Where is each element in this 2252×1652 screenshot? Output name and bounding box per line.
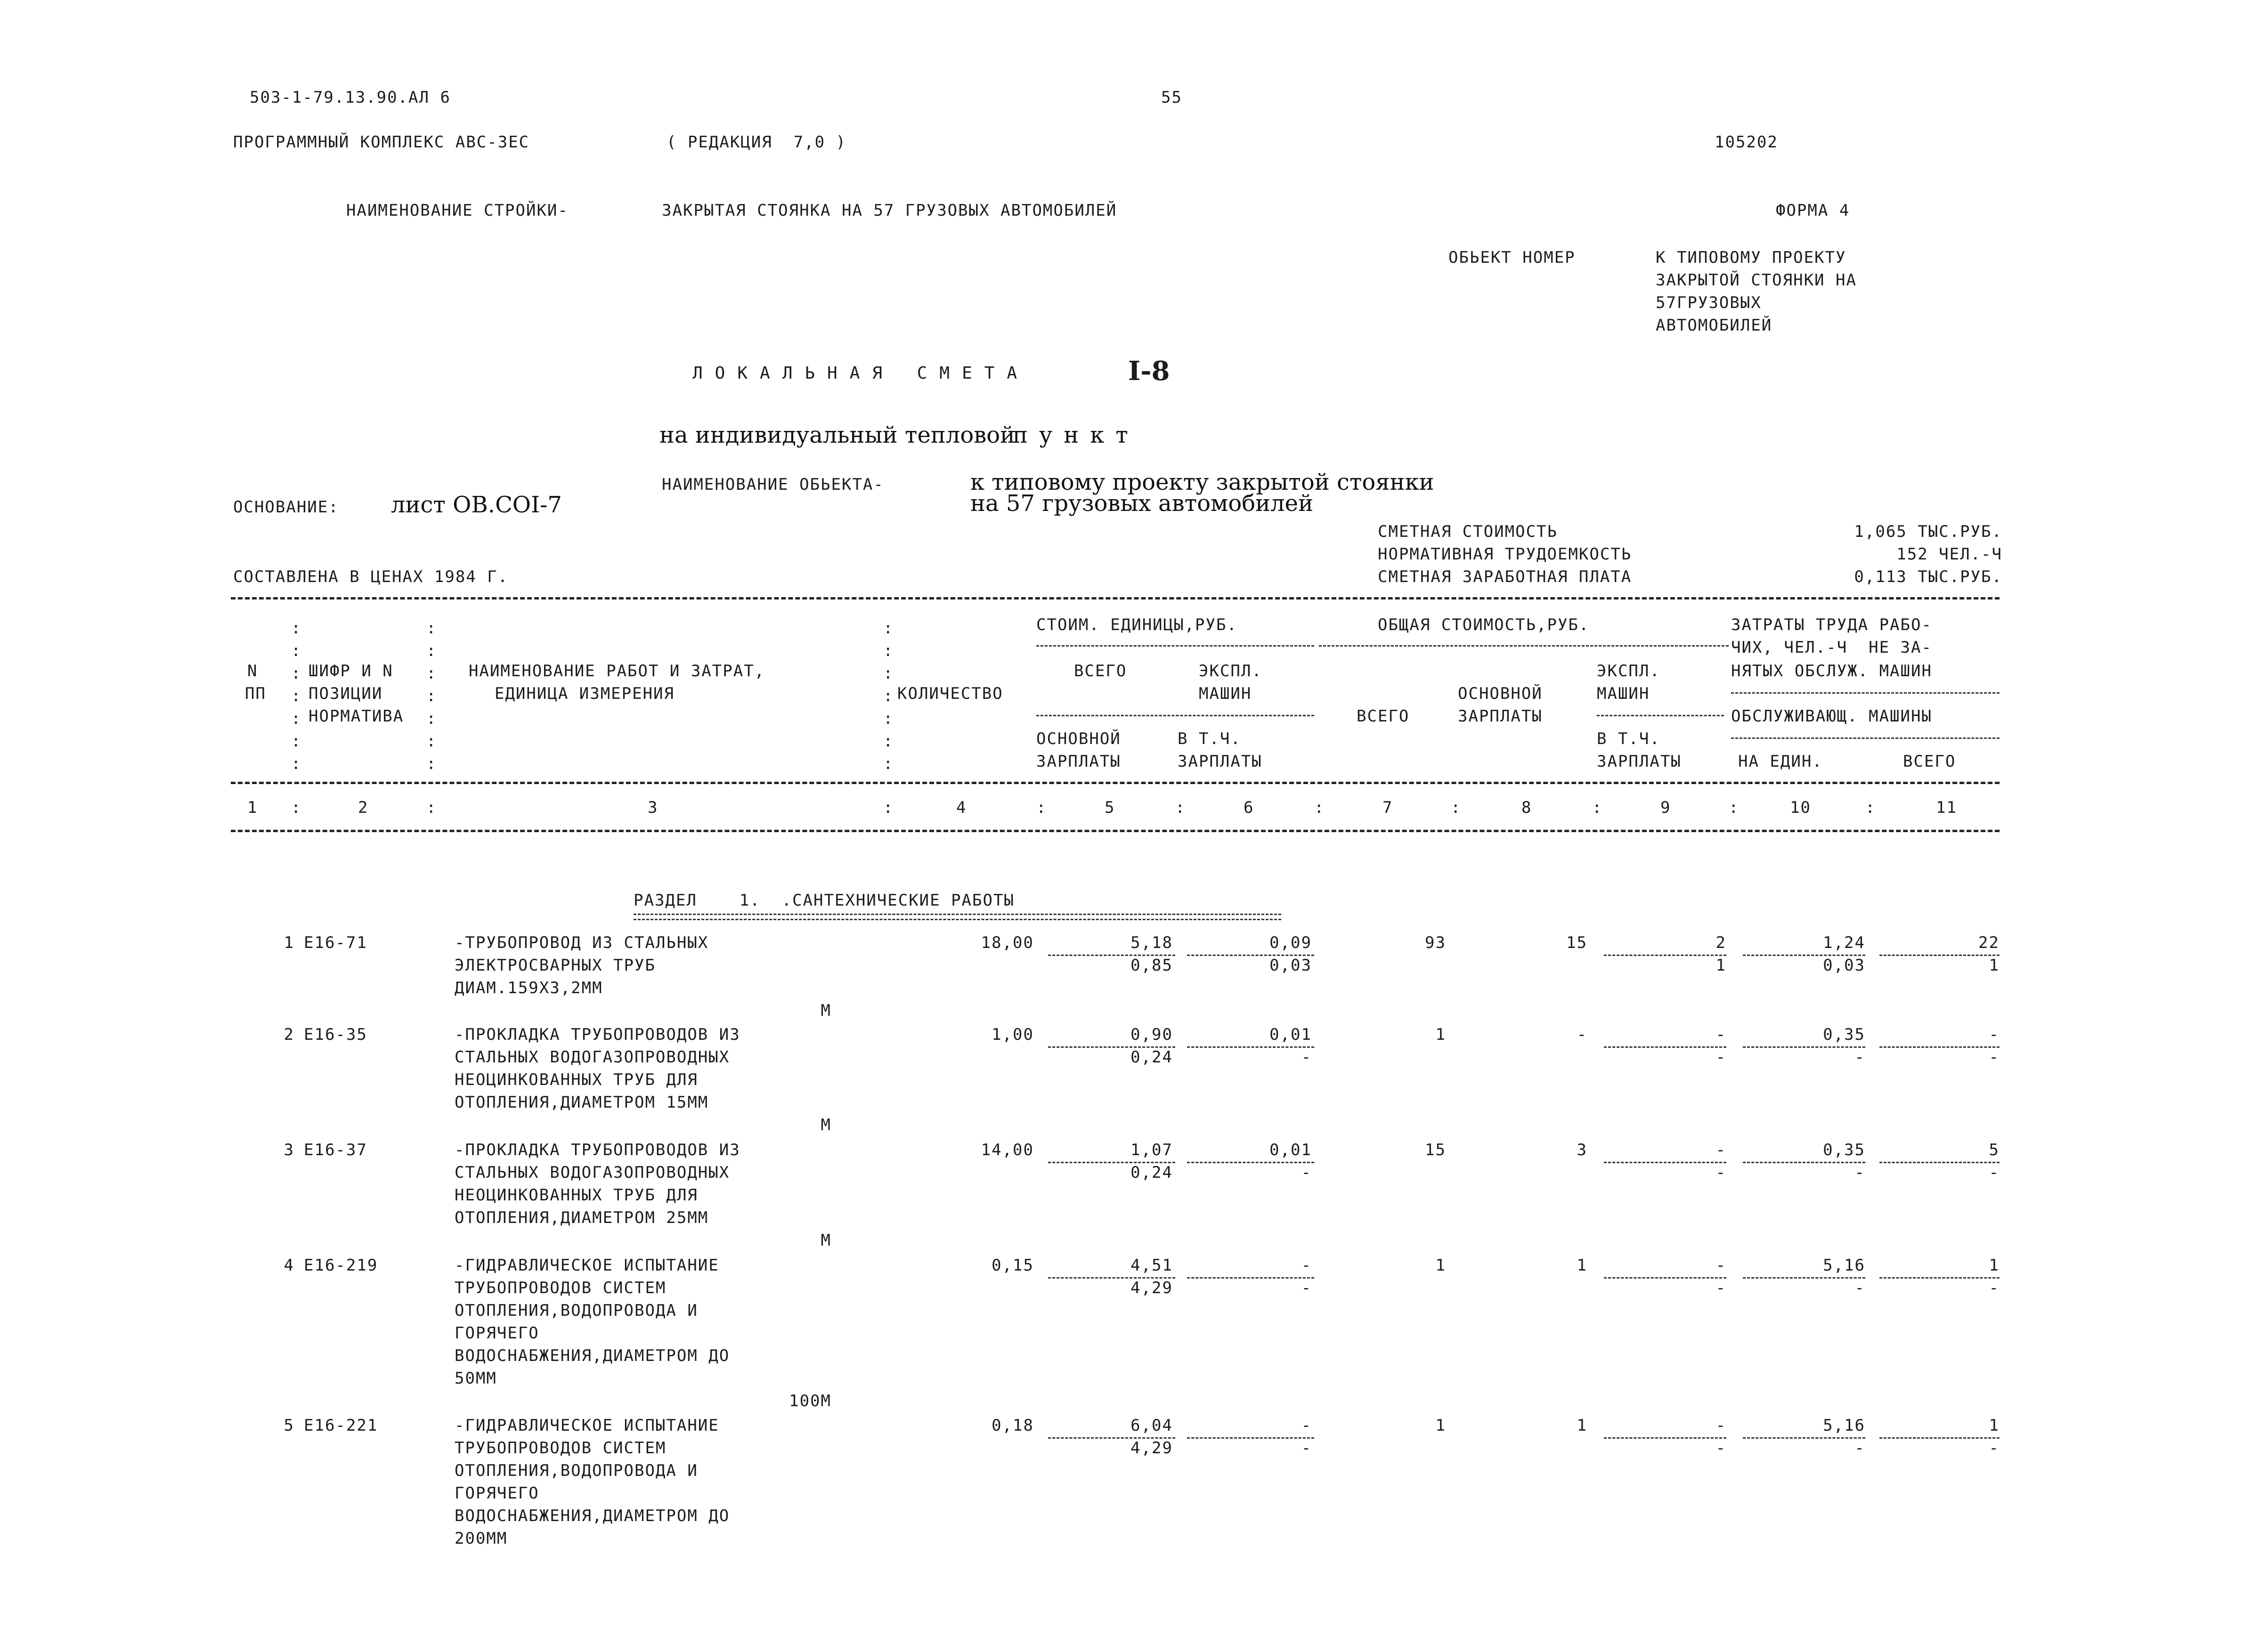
hdr-rule-labor-2 — [1731, 737, 2000, 739]
program-edition: ( РЕДАКЦИЯ 7,0 ) — [667, 133, 846, 152]
row-c9: - — [1715, 1416, 1726, 1435]
row-c8: 15 — [1566, 933, 1587, 952]
row-unit: М — [821, 1001, 831, 1020]
object-number-label: ОБЬЕКТ НОМЕР — [1448, 248, 1576, 267]
hdr-c10: НА ЕДИН. — [1738, 752, 1823, 771]
hdr-c1-b: ПП — [245, 684, 266, 703]
col-num-5: 5 — [1105, 798, 1115, 817]
row-code: Е16-221 — [304, 1416, 378, 1435]
row-rule-c11 — [1879, 1277, 2000, 1279]
row-qty: 18,00 — [981, 933, 1034, 952]
col-num-sep: : — [1036, 798, 1047, 817]
row-c8: 1 — [1577, 1416, 1587, 1435]
col-num-1: 1 — [247, 798, 258, 817]
col-num-9: 9 — [1660, 798, 1671, 817]
row-rule-c6 — [1187, 1162, 1314, 1163]
row-rule-c10 — [1743, 1046, 1865, 1048]
row-rule-c9 — [1604, 1277, 1726, 1279]
summary-label-wage: СМЕТНАЯ ЗАРАБОТНАЯ ПЛАТА — [1378, 567, 1632, 586]
row-c8: 1 — [1577, 1256, 1587, 1275]
row-rule-c5 — [1048, 955, 1175, 956]
row-c10: 0,35 — [1823, 1141, 1865, 1159]
row-c9-wage: - — [1715, 1279, 1726, 1297]
row-c10-wage: - — [1854, 1163, 1865, 1182]
col-num-7: 7 — [1382, 798, 1393, 817]
row-c9-wage: - — [1715, 1048, 1726, 1067]
row-code: Е16-37 — [304, 1141, 367, 1159]
row-c5: 0,90 — [1130, 1025, 1173, 1044]
row-c5: 5,18 — [1130, 933, 1173, 952]
row-name-line: ОТОПЛЕНИЯ,ДИАМЕТРОМ 25ММ — [455, 1208, 709, 1227]
row-c10: 5,16 — [1823, 1256, 1865, 1275]
hdr-c2-c: НОРМАТИВА — [309, 707, 404, 726]
hdr-c6-d: ЗАРПЛАТЫ — [1178, 752, 1262, 771]
row-c9: 2 — [1715, 933, 1726, 952]
summary-label-cost: СМЕТНАЯ СТОИМОСТЬ — [1378, 522, 1558, 541]
row-name-line: ДИАМ.159Х3,2ММ — [455, 979, 603, 997]
hdr-labor-a: ЗАТРАТЫ ТРУДА РАБО- — [1731, 615, 1932, 634]
row-c11: 1 — [1989, 1256, 2000, 1275]
form-label: ФОРМА 4 — [1776, 201, 1850, 220]
prices-line: СОСТАВЛЕНА В ЦЕНАХ 1984 Г. — [233, 567, 509, 586]
row-c5: 6,04 — [1130, 1416, 1173, 1435]
row-rule-c10 — [1743, 1437, 1865, 1439]
row-c9: - — [1715, 1025, 1726, 1044]
row-c6-wage: - — [1301, 1163, 1312, 1182]
row-c5: 1,07 — [1130, 1141, 1173, 1159]
table-numbers-rule — [231, 830, 2000, 832]
row-name-line: 200ММ — [455, 1529, 508, 1548]
hdr-c9-d: ЗАРПЛАТЫ — [1597, 752, 1682, 771]
row-rule-c5 — [1048, 1437, 1175, 1439]
row-c5-wage: 4,29 — [1130, 1439, 1173, 1458]
row-code: Е16-219 — [304, 1256, 378, 1275]
hdr-c3-b: ЕДИНИЦА ИЗМЕРЕНИЯ — [495, 684, 675, 703]
estimate-number: I-8 — [1128, 356, 1170, 387]
row-c11: 22 — [1978, 933, 2000, 952]
row-number: 3 — [284, 1141, 294, 1159]
document-id: 105202 — [1715, 133, 1778, 152]
basis-value: лист ОВ.СОI-7 — [391, 492, 562, 518]
row-name-line: ТРУБОПРОВОДОВ СИСТЕМ — [455, 1279, 667, 1297]
row-c10-wage: 0,03 — [1823, 956, 1865, 975]
hdr-c5-b: ОСНОВНОЙ — [1036, 729, 1121, 748]
row-rule-c5 — [1048, 1162, 1175, 1163]
summary-value-wage: 0,113 ТЫС.РУБ. — [1854, 567, 2002, 586]
summary-value-labor: 152 ЧЕЛ.-Ч — [1896, 545, 2002, 564]
row-number: 2 — [284, 1025, 294, 1044]
row-c11-wage: 1 — [1989, 956, 2000, 975]
row-c6: - — [1301, 1416, 1312, 1435]
row-rule-c9 — [1604, 1162, 1726, 1163]
col-num-sep: : — [1314, 798, 1325, 817]
object-number-line-2: ЗАКРЫТОЙ СТОЯНКИ НА — [1656, 271, 1857, 290]
row-name-line: ВОДОСНАБЖЕНИЯ,ДИАМЕТРОМ ДО — [455, 1506, 730, 1525]
row-c6: 0,01 — [1269, 1141, 1312, 1159]
row-number: 1 — [284, 933, 294, 952]
object-number-line-1: К ТИПОВОМУ ПРОЕКТУ — [1656, 248, 1846, 267]
row-c11-wage: - — [1989, 1163, 2000, 1182]
col-num-10: 10 — [1790, 798, 1811, 817]
hdr-c4: КОЛИЧЕСТВО — [897, 684, 1003, 703]
row-name-line: -ПРОКЛАДКА ТРУБОПРОВОДОВ ИЗ — [455, 1141, 740, 1159]
hdr-c3-a: НАИМЕНОВАНИЕ РАБОТ И ЗАТРАТ, — [469, 662, 765, 680]
hdr-rule-c9 — [1597, 715, 1724, 716]
hdr-c5-c: ЗАРПЛАТЫ — [1036, 752, 1121, 771]
col-num-3: 3 — [648, 798, 659, 817]
row-c10: 0,35 — [1823, 1025, 1865, 1044]
hdr-rule-labor — [1731, 692, 2000, 694]
summary-label-labor: НОРМАТИВНАЯ ТРУДОЕМКОСТЬ — [1378, 545, 1632, 564]
hdr-labor-b: ЧИХ, ЧЕЛ.-Ч НЕ ЗА- — [1731, 638, 1932, 657]
estimate-subtitle: на индивидуальный тепловой — [659, 422, 1016, 448]
table-header-rule — [231, 782, 2000, 784]
row-name-line: ГОРЯЧЕГО — [455, 1324, 539, 1343]
col-num-sep: : — [1865, 798, 1876, 817]
row-c8: - — [1577, 1025, 1587, 1044]
row-name-line: ОТОПЛЕНИЯ,ВОДОПРОВОДА И — [455, 1301, 698, 1320]
row-rule-c6 — [1187, 1277, 1314, 1279]
hdr-c8-b: ЗАРПЛАТЫ — [1458, 707, 1543, 726]
row-c5-wage: 4,29 — [1130, 1279, 1173, 1297]
hdr-c5-a: ВСЕГО — [1074, 662, 1127, 680]
row-c7: 93 — [1425, 933, 1446, 952]
row-name-line: СТАЛЬНЫХ ВОДОГАЗОПРОВОДНЫХ — [455, 1048, 730, 1067]
summary-value-cost: 1,065 ТЫС.РУБ. — [1854, 522, 2002, 541]
row-c7: 15 — [1425, 1141, 1446, 1159]
hdr-c7: ВСЕГО — [1357, 707, 1410, 726]
doc-code: 503-1-79.13.90.АЛ 6 — [250, 88, 451, 107]
row-c9-wage: 1 — [1715, 956, 1726, 975]
row-c5-wage: 0,24 — [1130, 1048, 1173, 1067]
col-num-2: 2 — [358, 798, 369, 817]
row-c11-wage: - — [1989, 1048, 2000, 1067]
row-c7: 1 — [1435, 1256, 1446, 1275]
estimate-title: ЛОКАЛЬНАЯ СМЕТА — [692, 364, 1030, 383]
hdr-labor-sub: ОБСЛУЖИВАЮЩ. МАШИНЫ — [1731, 707, 1932, 726]
section-underline — [634, 914, 1281, 920]
row-unit: М — [821, 1231, 831, 1250]
row-rule-c9 — [1604, 955, 1726, 956]
row-c10: 1,24 — [1823, 933, 1865, 952]
row-code: Е16-35 — [304, 1025, 367, 1044]
hdr-c6-c: В Т.Ч. — [1178, 729, 1241, 748]
row-name-line: ОТОПЛЕНИЯ,ДИАМЕТРОМ 15ММ — [455, 1093, 709, 1112]
row-rule-c9 — [1604, 1046, 1726, 1048]
hdr-c2-a: ШИФР И N — [309, 662, 393, 680]
row-c7: 1 — [1435, 1025, 1446, 1044]
row-name-line: СТАЛЬНЫХ ВОДОГАЗОПРОВОДНЫХ — [455, 1163, 730, 1182]
row-qty: 14,00 — [981, 1141, 1034, 1159]
col-num-sep: : — [1175, 798, 1186, 817]
row-c7: 1 — [1435, 1416, 1446, 1435]
row-c9: - — [1715, 1141, 1726, 1159]
hdr-rule-unit — [1036, 645, 1314, 647]
row-rule-c5 — [1048, 1277, 1175, 1279]
row-rule-c6 — [1187, 955, 1314, 956]
row-name-line: ЭЛЕКТРОСВАРНЫХ ТРУБ — [455, 956, 656, 975]
object-number-line-3: 57ГРУЗОВЫХ — [1656, 293, 1762, 312]
row-name-line: НЕОЦИНКОВАННЫХ ТРУБ ДЛЯ — [455, 1070, 698, 1089]
row-c9-wage: - — [1715, 1163, 1726, 1182]
object-name-label: НАИМЕНОВАНИЕ ОБЬЕКТА- — [662, 475, 884, 494]
table-top-rule — [231, 597, 2000, 599]
row-rule-c6 — [1187, 1046, 1314, 1048]
row-c11-wage: - — [1989, 1279, 2000, 1297]
sep-col3: : : : : : : : — [883, 619, 894, 773]
col-num-sep: : — [1729, 798, 1740, 817]
row-unit: М — [821, 1116, 831, 1134]
row-rule-c11 — [1879, 955, 2000, 956]
row-c5-wage: 0,24 — [1130, 1163, 1173, 1182]
col-num-sep: : — [426, 798, 437, 817]
hdr-c1-a: N — [247, 662, 258, 680]
row-c11: - — [1989, 1025, 2000, 1044]
row-qty: 0,15 — [992, 1256, 1034, 1275]
col-num-sep: : — [883, 798, 894, 817]
hdr-rule-total — [1319, 645, 1729, 647]
row-qty: 1,00 — [992, 1025, 1034, 1044]
row-c9: - — [1715, 1256, 1726, 1275]
row-rule-c5 — [1048, 1046, 1175, 1048]
hdr-rule-c5 — [1036, 715, 1314, 716]
col-num-sep: : — [291, 798, 302, 817]
row-rule-c11 — [1879, 1162, 2000, 1163]
hdr-total-cost: ОБЩАЯ СТОИМОСТЬ,РУБ. — [1378, 615, 1590, 634]
row-name-line: ОТОПЛЕНИЯ,ВОДОПРОВОДА И — [455, 1461, 698, 1480]
object-name-line-1: к типовому проекту закрытой стоянки — [970, 469, 1434, 495]
row-c10: 5,16 — [1823, 1416, 1865, 1435]
hdr-labor-c: НЯТЫХ ОБСЛУЖ. МАШИН — [1731, 662, 1932, 680]
hdr-c8-a: ОСНОВНОЙ — [1458, 684, 1543, 703]
row-name-line: ГОРЯЧЕГО — [455, 1484, 539, 1503]
row-c6-wage: - — [1301, 1048, 1312, 1067]
row-c11-wage: - — [1989, 1439, 2000, 1458]
construction-name: ЗАКРЫТАЯ СТОЯНКА НА 57 ГРУЗОВЫХ АВТОМОБИЛЕЙ — [662, 201, 1117, 220]
row-c9-wage: - — [1715, 1439, 1726, 1458]
hdr-c9-b: МАШИН — [1597, 684, 1650, 703]
row-rule-c6 — [1187, 1437, 1314, 1439]
hdr-c11: ВСЕГО — [1903, 752, 1956, 771]
row-c10-wage: - — [1854, 1439, 1865, 1458]
hdr-c6-b: МАШИН — [1199, 684, 1252, 703]
row-name-line: -ГИДРАВЛИЧЕСКОЕ ИСПЫТАНИЕ — [455, 1416, 719, 1435]
row-c11: 5 — [1989, 1141, 2000, 1159]
row-c11: 1 — [1989, 1416, 2000, 1435]
hdr-c2-b: ПОЗИЦИИ — [309, 684, 383, 703]
page-number: 55 — [1161, 88, 1182, 107]
row-name-line: -ПРОКЛАДКА ТРУБОПРОВОДОВ ИЗ — [455, 1025, 740, 1044]
col-num-8: 8 — [1521, 798, 1532, 817]
row-c6: 0,01 — [1269, 1025, 1312, 1044]
estimate-subtitle-spaced: пункт — [1013, 422, 1139, 448]
construction-label: НАИМЕНОВАНИЕ СТРОЙКИ- — [346, 201, 569, 220]
basis-label: ОСНОВАНИЕ: — [233, 498, 339, 517]
row-c6-wage: - — [1301, 1439, 1312, 1458]
row-c6: - — [1301, 1256, 1312, 1275]
row-rule-c11 — [1879, 1437, 2000, 1439]
col-num-11: 11 — [1936, 798, 1957, 817]
col-num-4: 4 — [956, 798, 967, 817]
row-code: Е16-71 — [304, 933, 367, 952]
program-name: ПРОГРАММНЫЙ КОМПЛЕКС АВС-ЗЕС — [233, 133, 530, 152]
hdr-unit-cost: СТОИМ. ЕДИНИЦЫ,РУБ. — [1036, 615, 1237, 634]
row-c5: 4,51 — [1130, 1256, 1173, 1275]
row-name-line: ВОДОСНАБЖЕНИЯ,ДИАМЕТРОМ ДО — [455, 1346, 730, 1365]
row-rule-c10 — [1743, 1162, 1865, 1163]
section-title: РАЗДЕЛ 1. .САНТЕХНИЧЕСКИЕ РАБОТЫ — [634, 891, 1015, 910]
row-c6-wage: - — [1301, 1279, 1312, 1297]
hdr-c9-c: В Т.Ч. — [1597, 729, 1660, 748]
sep-col2: : : : : : : : — [426, 619, 437, 773]
col-num-6: 6 — [1244, 798, 1254, 817]
row-number: 4 — [284, 1256, 294, 1275]
row-c8: 3 — [1577, 1141, 1587, 1159]
sep-col1: : : : : : : : — [291, 619, 302, 773]
row-rule-c10 — [1743, 955, 1865, 956]
row-rule-c11 — [1879, 1046, 2000, 1048]
object-name-line-2: на 57 грузовых автомобилей — [970, 490, 1314, 517]
row-qty: 0,18 — [992, 1416, 1034, 1435]
hdr-c9-a: ЭКСПЛ. — [1597, 662, 1660, 680]
row-c5-wage: 0,85 — [1130, 956, 1173, 975]
row-name-line: -ТРУБОПРОВОД ИЗ СТАЛЬНЫХ — [455, 933, 709, 952]
row-rule-c9 — [1604, 1437, 1726, 1439]
row-name-line: ТРУБОПРОВОДОВ СИСТЕМ — [455, 1439, 667, 1458]
row-number: 5 — [284, 1416, 294, 1435]
row-c10-wage: - — [1854, 1048, 1865, 1067]
hdr-c6-a: ЭКСПЛ. — [1199, 662, 1262, 680]
row-c6: 0,09 — [1269, 933, 1312, 952]
object-number-line-4: АВТОМОБИЛЕЙ — [1656, 316, 1772, 335]
row-unit: 100М — [789, 1392, 831, 1410]
col-num-sep: : — [1451, 798, 1462, 817]
row-name-line: НЕОЦИНКОВАННЫХ ТРУБ ДЛЯ — [455, 1186, 698, 1205]
row-rule-c10 — [1743, 1277, 1865, 1279]
row-c10-wage: - — [1854, 1279, 1865, 1297]
row-c6-wage: 0,03 — [1269, 956, 1312, 975]
row-name-line: -ГИДРАВЛИЧЕСКОЕ ИСПЫТАНИЕ — [455, 1256, 719, 1275]
row-name-line: 50ММ — [455, 1369, 497, 1388]
col-num-sep: : — [1592, 798, 1603, 817]
